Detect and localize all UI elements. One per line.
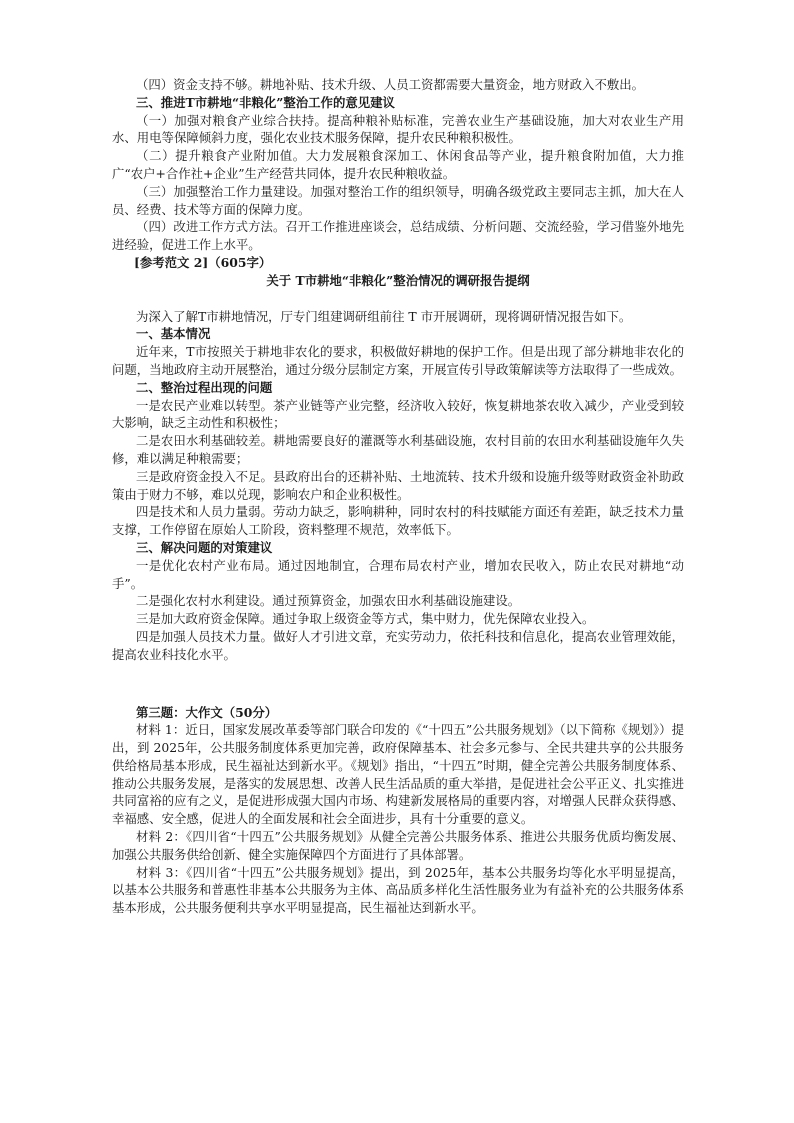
material-2: 材料 2：《四川省“十四五”公共服务规划》从健全完善公共服务体系、推进公共服务优质均衡发展、加强公共服务供给创新、健全实施保障四个方面进行了具体部署。	[112, 829, 684, 862]
paragraph-solution-2: 二是强化农村水利建设。通过预算资金，加强农田水利基础设施建设。	[136, 593, 521, 609]
paragraph-solution-4: 四是加强人员技术力量。做好人才引进文章，充实劳动力，依托科技和信息化，提高农业管理效能，提高农业科技化水平。	[112, 628, 684, 662]
report-title: 关于 T市耕地“非粮化”整治情况的调研报告提纲	[266, 272, 530, 288]
paragraph-suggestion-2: （二）提升粮食产业附加值。大力发展粮食深加工、休闲食品等产业，提升粮食附加值，大力推广“农户+合作社+企业”生产经营共同体，提升农民种粮收益。	[112, 148, 684, 181]
section-heading-suggestions: 三、推进T市耕地“非粮化”整治工作的意见建议	[136, 94, 395, 110]
document-page	[112, 76, 684, 917]
paragraph-problem-1: 一是农民产业难以转型。茶产业链等产业完整，经济收入较好，恢复耕地茶农收入减少，产业受到较大影响，缺乏主动性和积极性；	[112, 397, 684, 431]
paragraph-suggestion-3: （三）加强整治工作力量建设。加强对整治工作的组织领导，明确各级党政主要同志主抓，加大在人员、经费、技术等方面的保障力度。	[112, 183, 684, 217]
paragraph-solution-1: 一是优化农村产业布局。通过因地制宜，合理布局农村产业，增加农民收入，防止农民对耕地“动手”。	[112, 557, 684, 591]
paragraph-suggestion-1: （一）加强对粮食产业综合扶持。提高种粮补贴标准，完善农业生产基础设施，加大对农业生产用水、用电等保障倾斜力度，强化农业技术服务保障，提升农民种粮积极性。	[112, 112, 684, 146]
paragraph-solution-3: 三是加大政府资金保障。通过争取上级资金等方式，集中财力，优先保障农业投入。	[136, 611, 595, 627]
question-title: 第三题：大作文（50分）	[136, 704, 278, 720]
paragraph-problem-2: 二是农田水利基础较差。耕地需要良好的灌溉等水利基础设施，农村目前的农田水利基础设施年久失修，难以满足种粮需要；	[112, 433, 684, 466]
paragraph-basic: 近年来，T市按照关于耕地非农化的要求，积极做好耕地的保护工作。但是出现了部分耕地非农化的问题，当地政府主动开展整治，通过分级分层制定方案，开展宣传引导政策解读等方法取得了一些成效。	[112, 344, 684, 377]
sample-essay-label: [参考范文 2]（605字）	[134, 254, 272, 270]
spacer	[112, 290, 684, 308]
material-1: 材料 1：近日，国家发展改革委等部门联合印发的《“十四五”公共服务规划》（以下简称《规划》）提出，到 2025年，公共服务制度体系更加完善，政府保障基本、社会多元参与、全民共建共享的公共服务供给格局基本形成，民生福祉达到新水平。《规划》指出，“十四五”时期，健全完善公共服务制度体系、推动公共服务发展，是落实的发展思想、改善人民生活品质的重大举措，是促进社会公平正义、扎实推进共同富裕的应有之义，是促进形成强大国内市场、构建新发展格局的重要内容，对增强人民群众获得感、幸福感、安全感，促进人的全面发展和社会全面进步，具有十分重要的意义。	[112, 722, 684, 827]
paragraph-problem-4: 四是技术和人员力量弱。劳动力缺乏，影响耕种，同时农村的科技赋能方面还有差距，缺乏技术力量支撑，工作停留在原始人工阶段，资料整理不规范，效率低下。	[112, 504, 684, 538]
material-3: 材料 3：《四川省“十四五”公共服务规划》提出，到 2025年，基本公共服务均等化水平明显提高，以基本公共服务和普惠性非基本公共服务为主体、高品质多样化生活性服务业为有益补充的公共服务体系基本形成，公共服务便利共享水平明显提高，民生福祉达到新水平。	[112, 864, 684, 916]
section-heading-problems: 二、整治过程出现的问题	[136, 379, 273, 395]
section-heading-solutions: 三、解决问题的对策建议	[136, 539, 273, 555]
paragraph-problem-3: 三是政府资金投入不足。县政府出台的还耕补贴、土地流转、技术升级和设施升级等财政资金补助政策由于财力不够，难以兑现，影响农户和企业积极性。	[112, 468, 684, 502]
paragraph-intro: 为深入了解T市耕地情况，厅专门组建调研组前往 T 市开展调研，现将调研情况报告如下。	[136, 308, 632, 324]
paragraph-suggestion-4: （四）改进工作方式方法。召开工作推进座谈会，总结成绩、分析问题、交流经验，学习借鉴外地先进经验，促进工作上水平。	[112, 219, 684, 253]
section-heading-basic: 一、基本情况	[136, 326, 211, 342]
paragraph-funding: （四）资金支持不够。耕地补贴、技术升级、人员工资都需要大量资金，地方财政入不敷出。	[136, 77, 645, 92]
spacer	[112, 664, 684, 704]
